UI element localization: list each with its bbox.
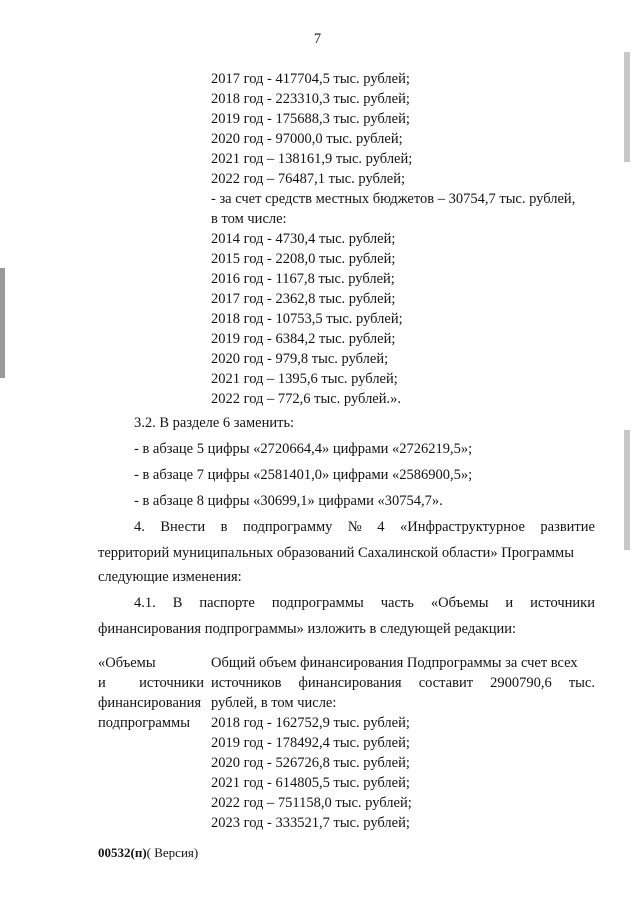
word: В: [172, 595, 183, 611]
local-budget-line: - за счет средств местных бюджетов – 30754,7 тыс. рублей,: [211, 191, 576, 207]
word: и: [505, 595, 514, 611]
word: 4: [377, 519, 385, 535]
word: Внести: [160, 519, 206, 535]
word: «Инфраструктурное: [399, 519, 525, 535]
word: в: [220, 519, 228, 535]
scan-left-mark: [0, 268, 5, 378]
word: тыс.: [568, 675, 595, 691]
passport-value-line: рублей, в том числе:: [211, 695, 337, 711]
document-footer: [98, 845, 198, 861]
document-code: 00532(п): [98, 845, 147, 860]
page-number: 7: [313, 31, 322, 47]
list-item: 2022 год – 76487,1 тыс. рублей;: [211, 171, 406, 187]
list-item: 2018 год - 162752,9 тыс. рублей;: [211, 715, 410, 731]
passport-label: [98, 674, 204, 692]
passport-value-line: [211, 674, 595, 692]
word: источники: [139, 675, 204, 691]
list-item: 2018 год - 223310,3 тыс. рублей;: [211, 91, 410, 107]
word: 4.: [134, 519, 145, 535]
list-item: 2018 год - 10753,5 тыс. рублей;: [211, 311, 403, 327]
item-4-1-line1: [134, 594, 595, 612]
list-item: 2021 год – 138161,9 тыс. рублей;: [211, 151, 413, 167]
passport-value-line: Общий объем финансирования Подпрограммы за счет всех: [211, 655, 578, 671]
passport-label: подпрограммы: [98, 715, 190, 731]
word: 4.1.: [134, 595, 156, 611]
word: часть: [380, 595, 414, 611]
word: подпрограммы: [271, 595, 364, 611]
list-item: 2019 год - 175688,3 тыс. рублей;: [211, 111, 410, 127]
word: подпрограмму: [242, 519, 333, 535]
section-item: - в абзаце 8 цифры «30699,1» цифрами «30754,7».: [134, 493, 443, 509]
list-item: 2021 год – 1395,6 тыс. рублей;: [211, 371, 398, 387]
list-item: 2017 год - 417704,5 тыс. рублей;: [211, 71, 410, 87]
passport-label: «Объемы: [98, 655, 156, 671]
scan-edge-mark: [624, 52, 630, 162]
scan-edge-mark: [624, 430, 630, 550]
list-item: 2019 год - 6384,2 тыс. рублей;: [211, 331, 396, 347]
list-item: 2021 год - 614805,5 тыс. рублей;: [211, 775, 410, 791]
section-item: - в абзаце 7 цифры «2581401,0» цифрами «2586900,5»;: [134, 467, 473, 483]
list-item: 2020 год - 526726,8 тыс. рублей;: [211, 755, 410, 771]
passport-label: финансирования: [98, 695, 202, 711]
document-version: ( Версия): [146, 845, 199, 860]
section-item: - в абзаце 5 цифры «2720664,4» цифрами «2726219,5»;: [134, 441, 473, 457]
list-item: 2015 год - 2208,0 тыс. рублей;: [211, 251, 396, 267]
list-item: 2016 год - 1167,8 тыс. рублей;: [211, 271, 395, 287]
word: составит: [418, 675, 474, 691]
word: источники: [530, 595, 595, 611]
list-item: 2022 год – 751158,0 тыс. рублей;: [211, 795, 412, 811]
item-4-line2: территорий муниципальных образований Сахалинской области» Программы: [98, 545, 574, 561]
list-item: 2014 год - 4730,4 тыс. рублей;: [211, 231, 396, 247]
word: 2900790,6: [490, 675, 552, 691]
word: паспорте: [199, 595, 255, 611]
list-item: 2019 год - 178492,4 тыс. рублей;: [211, 735, 410, 751]
list-item: 2020 год - 979,8 тыс. рублей;: [211, 351, 389, 367]
list-item: 2022 год – 772,6 тыс. рублей.».: [211, 391, 402, 407]
item-4-line1: [134, 518, 595, 536]
word: «Объемы: [430, 595, 489, 611]
word: финансирования: [298, 675, 402, 691]
section-heading: 3.2. В разделе 6 заменить:: [134, 415, 295, 431]
list-item: 2023 год - 333521,7 тыс. рублей;: [211, 815, 410, 831]
word: №: [347, 519, 362, 535]
local-budget-line: в том числе:: [211, 211, 287, 227]
word: источников: [211, 675, 282, 691]
list-item: 2020 год - 97000,0 тыс. рублей;: [211, 131, 403, 147]
word: и: [98, 675, 106, 691]
item-4-1-line2: финансирования подпрограммы» изложить в следующей редакции:: [98, 621, 517, 637]
word: развитие: [540, 519, 595, 535]
item-4-line3: следующие изменения:: [98, 569, 242, 585]
list-item: 2017 год - 2362,8 тыс. рублей;: [211, 291, 396, 307]
